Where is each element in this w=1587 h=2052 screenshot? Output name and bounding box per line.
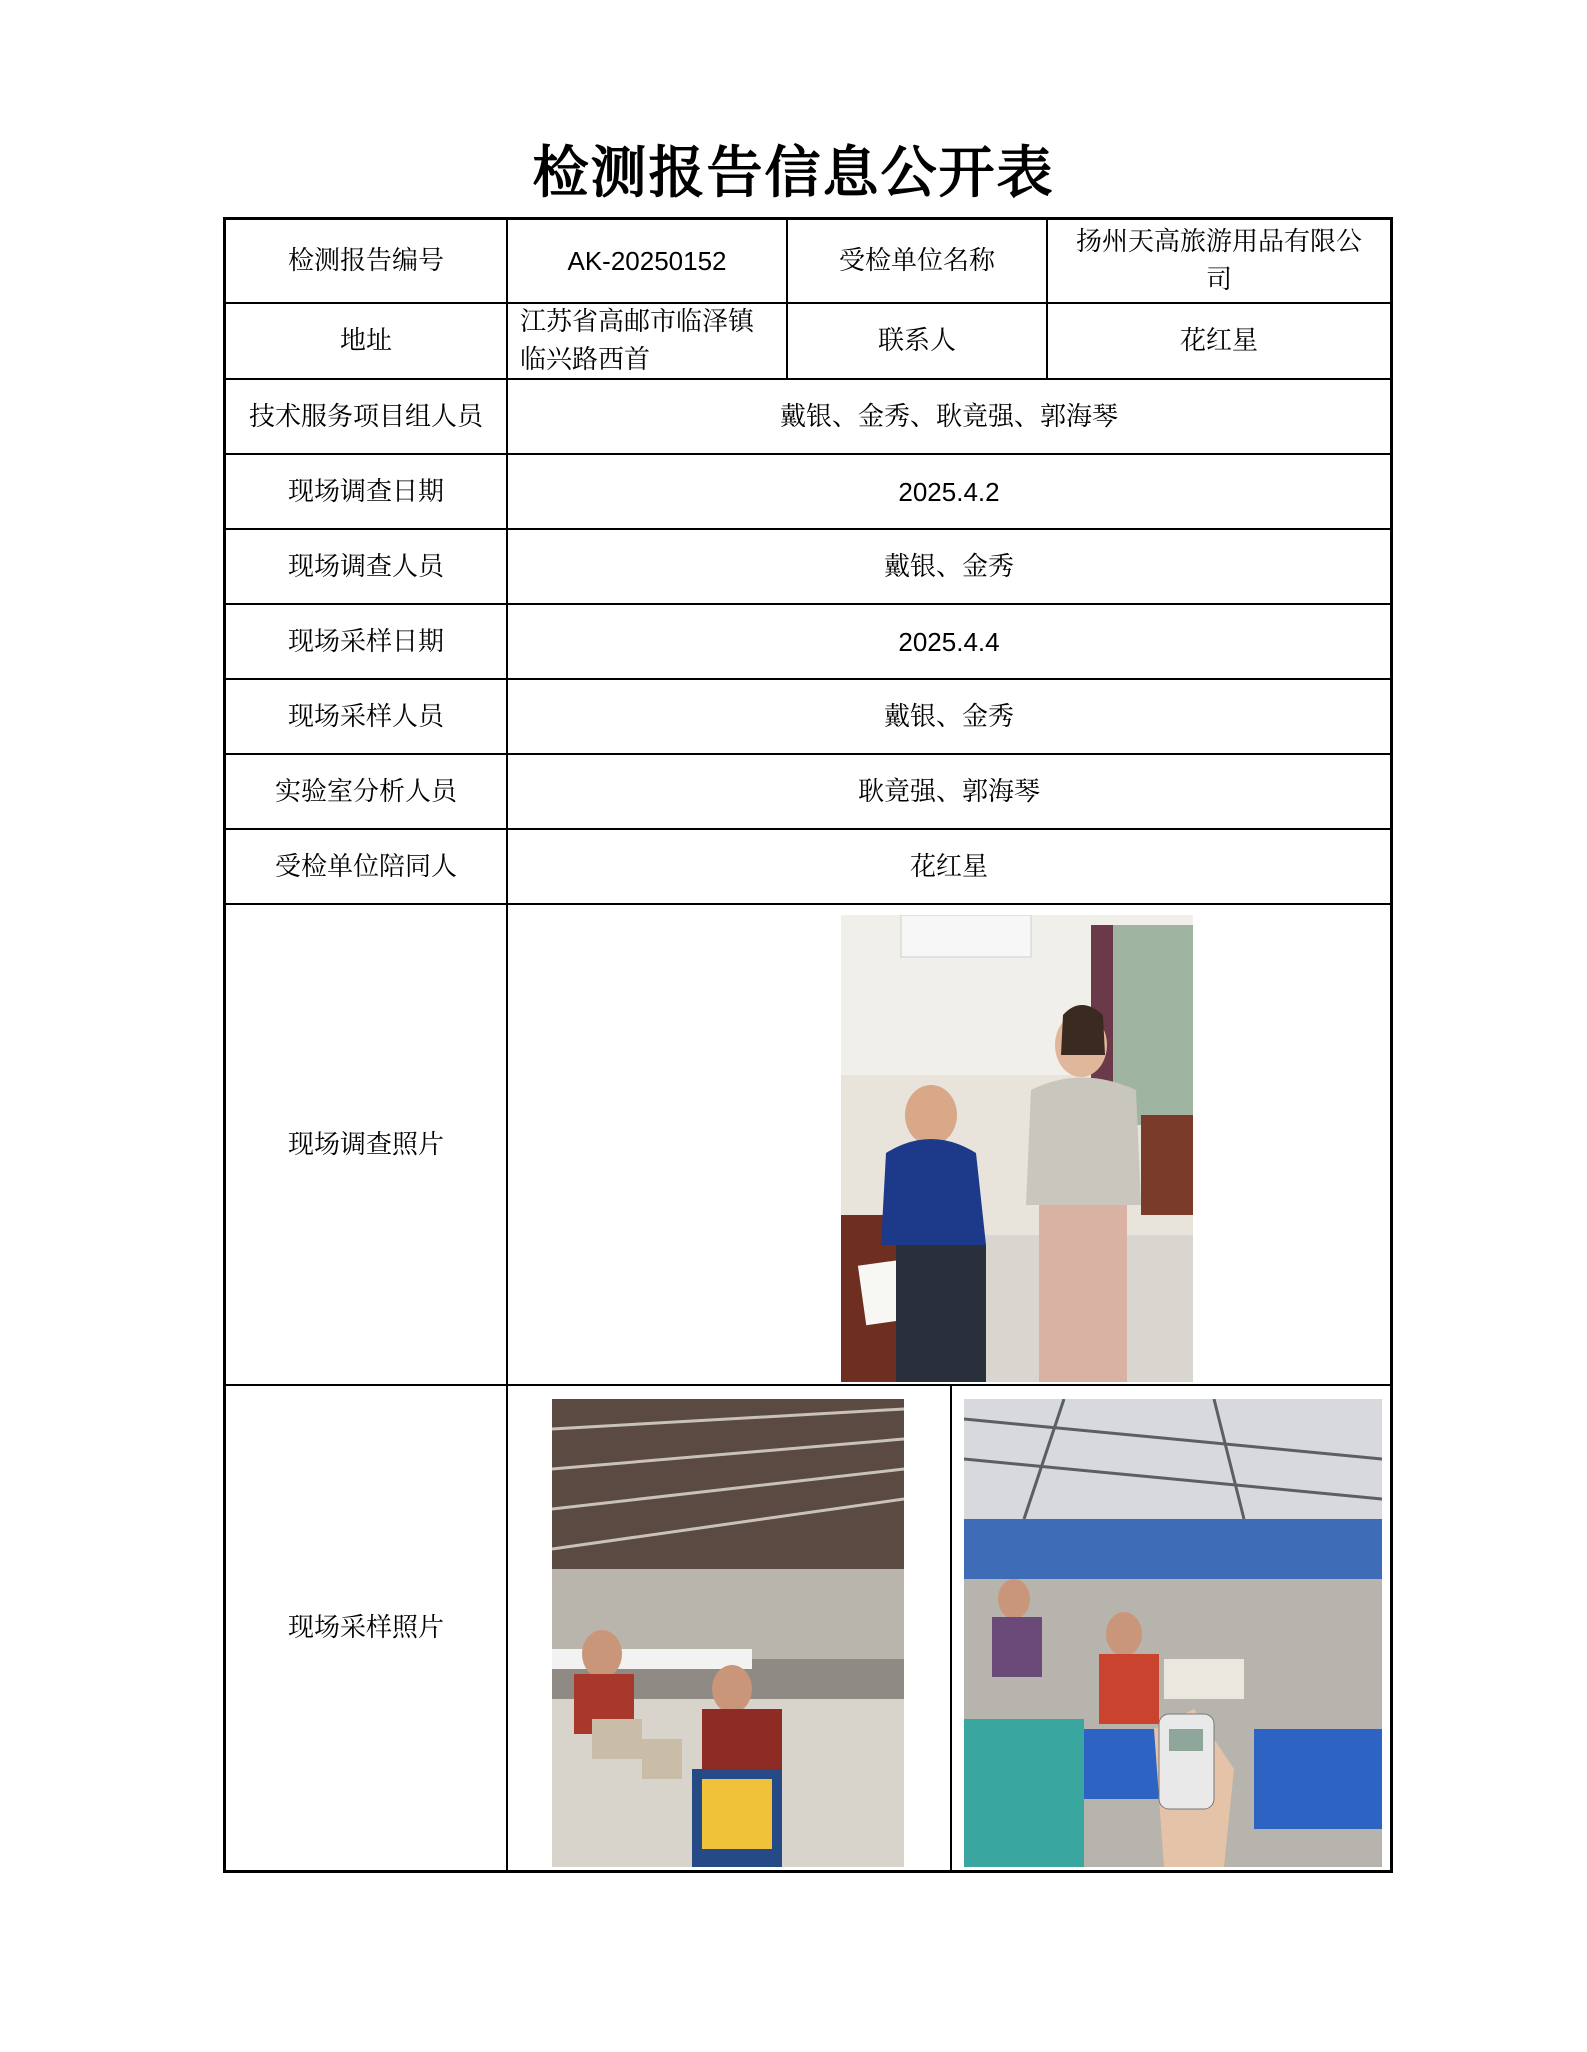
escort-value: 花红星 xyxy=(909,851,988,882)
survey-photo xyxy=(841,915,1193,1382)
escort-label: 受检单位陪同人 xyxy=(274,851,457,882)
sampling-date-label: 现场采样日期 xyxy=(287,626,444,657)
report-no-label: 检测报告编号 xyxy=(287,246,444,276)
contact-label: 联系人 xyxy=(877,326,956,356)
survey-date-value: 2025.4.2 xyxy=(898,476,1000,507)
survey-date-label: 现场调查日期 xyxy=(287,476,444,507)
sampling-staff-label: 现场采样人员 xyxy=(287,701,444,732)
survey-photo-label: 现场调查照片 xyxy=(287,1129,444,1160)
unit-name-value: 扬州天高旅游用品有限公司 xyxy=(1075,227,1362,295)
sampling-date-value: 2025.4.4 xyxy=(898,626,1000,657)
lab-staff-value: 耿竟强、郭海琴 xyxy=(857,776,1040,807)
address-value: 江苏省高邮市临泽镇临兴路西首 xyxy=(520,307,755,375)
sampling-photo-left xyxy=(552,1399,904,1867)
report-no-value: AK-20250152 xyxy=(567,246,727,276)
lab-staff-label: 实验室分析人员 xyxy=(274,776,457,807)
team-value: 戴银、金秀、耿竟强、郭海琴 xyxy=(779,401,1118,432)
team-label: 技术服务项目组人员 xyxy=(248,401,483,432)
contact-value: 花红星 xyxy=(1179,326,1258,356)
survey-staff-value: 戴银、金秀 xyxy=(883,551,1014,582)
sampling-photo-label: 现场采样照片 xyxy=(287,1613,444,1643)
info-table xyxy=(223,217,1393,1873)
page-title: 检测报告信息公开表 xyxy=(532,140,1055,206)
sampling-photo-right xyxy=(964,1399,1382,1867)
sampling-staff-value: 戴银、金秀 xyxy=(883,701,1014,732)
survey-staff-label: 现场调查人员 xyxy=(287,551,444,582)
unit-name-label: 受检单位名称 xyxy=(838,246,995,276)
address-label: 地址 xyxy=(339,326,392,356)
